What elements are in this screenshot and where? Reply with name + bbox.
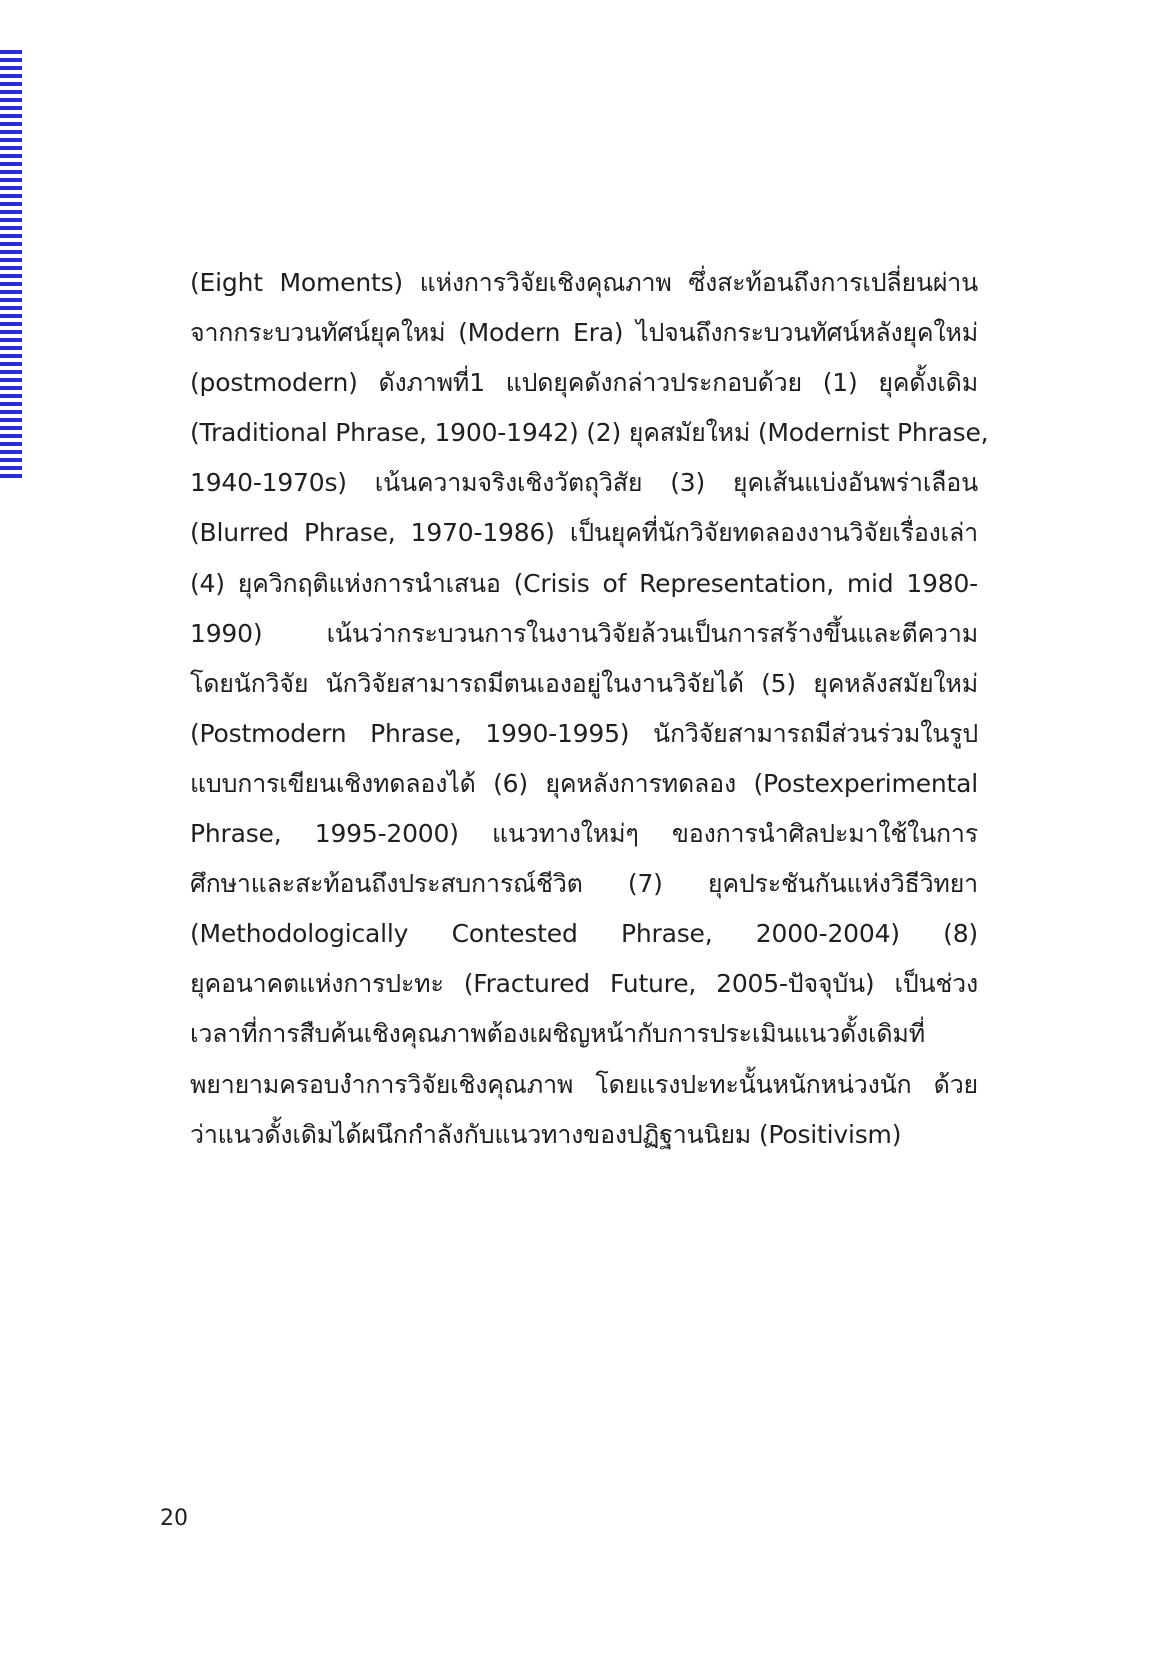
margin-stripe-decoration bbox=[0, 50, 22, 482]
paragraph-line: (Postmodern Phrase, 1990-1995) นักวิจัยสามารถมีส่วนร่วมในรูป bbox=[190, 718, 978, 748]
paragraph-line: 1940-1970s) เน้นความจริงเชิงวัตถุวิสัย (3) ยุคเส้นแบ่งอันพร่าเลือน bbox=[190, 468, 978, 498]
paragraph-line: ยุคอนาคตแห่งการปะทะ (Fractured Future, 2005-ปัจจุบัน) เป็นช่วง bbox=[190, 969, 978, 999]
paragraph-line: พยายามครอบงำการวิจัยเชิงคุณภาพ โดยแรงปะทะนั้นหนักหน่วงนัก ด้วย bbox=[190, 1069, 978, 1099]
paragraph-line: (postmodern) ดังภาพที่1 แปดยุคดังกล่าวประกอบด้วย (1) ยุคดั้งเดิม bbox=[190, 368, 978, 398]
paragraph-line: โดยนักวิจัย นักวิจัยสามารถมีตนเองอยู่ในงานวิจัยได้ (5) ยุคหลังสมัยใหม่ bbox=[190, 668, 978, 698]
paragraph-line: (Traditional Phrase, 1900-1942) (2) ยุคสมัยใหม่ (Modernist Phrase, bbox=[190, 418, 989, 448]
paragraph-line: ศึกษาและสะท้อนถึงประสบการณ์ชีวิต (7) ยุคประชันกันแห่งวิธีวิทยา bbox=[190, 869, 978, 899]
paragraph-line: (Methodologically Contested Phrase, 2000-2004) (8) bbox=[190, 919, 978, 949]
paragraph-line: ว่าแนวดั้งเดิมได้ผนึกกำลังกับแนวทางของปฏิฐานนิยม (Positivism) bbox=[190, 1119, 902, 1149]
page-number: 20 bbox=[160, 1506, 188, 1531]
paragraph-line: (4) ยุควิกฤติแห่งการนำเสนอ (Crisis of Representation, mid 1980- bbox=[190, 568, 978, 598]
paragraph-line: จากกระบวนทัศน์ยุคใหม่ (Modern Era) ไปจนถึงกระบวนทัศน์หลังยุคใหม่ bbox=[190, 318, 978, 348]
body-paragraph bbox=[190, 258, 989, 1160]
paragraph-line: แบบการเขียนเชิงทดลองได้ (6) ยุคหลังการทดลอง (Postexperimental bbox=[190, 768, 978, 798]
paragraph-line: Phrase, 1995-2000) แนวทางใหม่ๆ ของการนำศิลปะมาใช้ในการ bbox=[190, 819, 978, 849]
paragraph-line: เวลาที่การสืบค้นเชิงคุณภาพต้องเผชิญหน้ากับการประเมินแนวดั้งเดิมที่ bbox=[190, 1019, 925, 1049]
paragraph-line: (Blurred Phrase, 1970-1986) เป็นยุคที่นักวิจัยทดลองงานวิจัยเรื่องเล่า bbox=[190, 518, 978, 548]
paragraph-line: 1990) เน้นว่ากระบวนการในงานวิจัยล้วนเป็นการสร้างขึ้นและตีความ bbox=[190, 618, 978, 648]
paragraph-line: (Eight Moments) แห่งการวิจัยเชิงคุณภาพ ซึ่งสะท้อนถึงการเปลี่ยนผ่าน bbox=[190, 268, 978, 297]
